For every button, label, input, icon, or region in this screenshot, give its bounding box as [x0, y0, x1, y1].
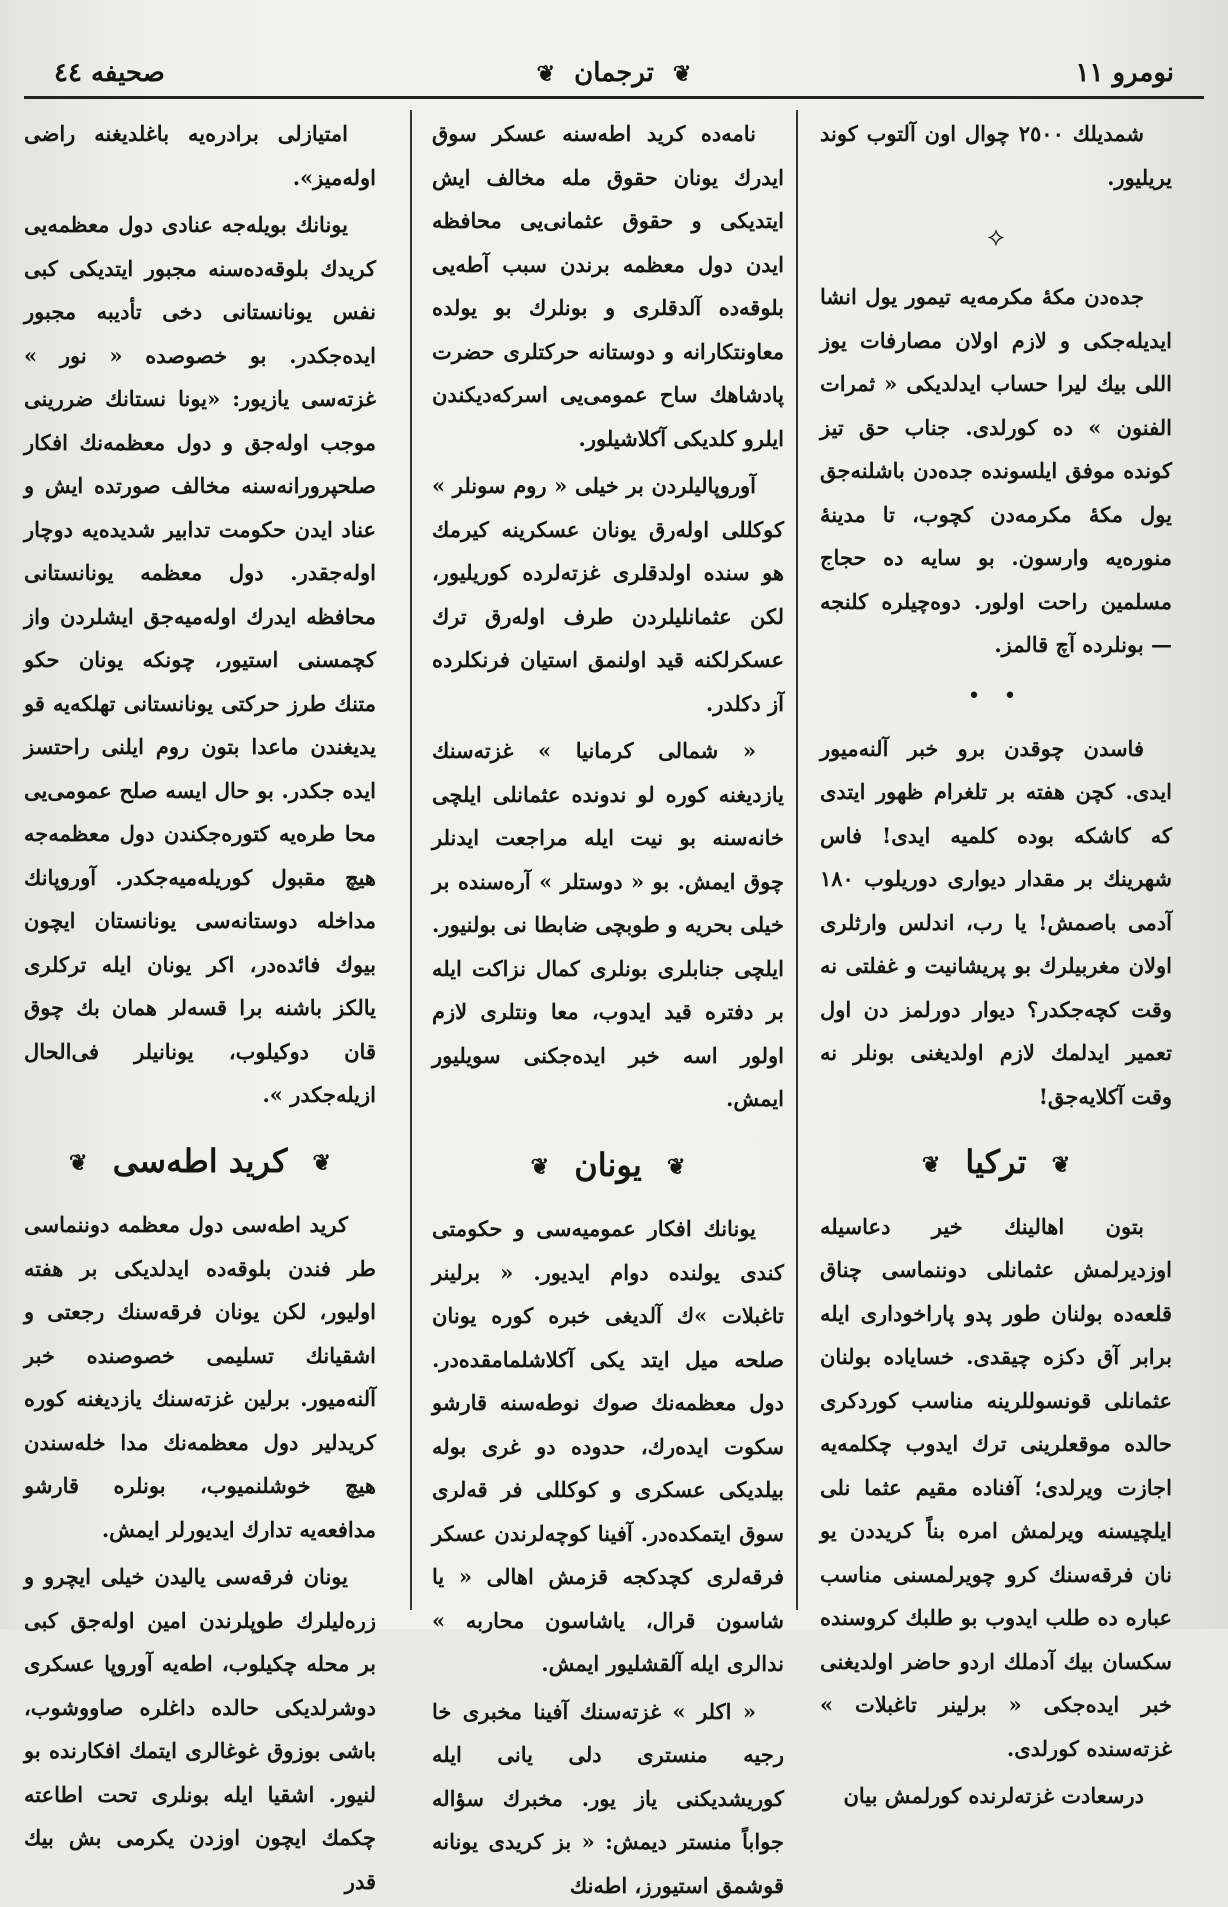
- article-paragraph: شمديلك ٢٥٠٠ چوال اون آلتوب كوند يريليور.: [820, 112, 1172, 199]
- article-paragraph: آوروپاليلردن بر خيلى « روم سونلر » كوكللى اوله‌رق يونان عسكرينه كيرمك هو سنده اولدقلرى غزته‌لرده كوريليور، لكن عثمانليلردن طرف اوله‌رق ترك عسكرلكنه قيد اولنمق استيان فرنكلرده آز دكلدر.: [432, 464, 784, 725]
- page-number: صحيفه ٤٤: [54, 58, 165, 88]
- article-paragraph: فاسدن چوقدن برو خبر آلنه‌ميور ايدى. كچن هفته بر تلغرام ظهور ايتدى كه كاشكه بوده كلميه ايدى! فاس شهرينك بر مقدار ديوارى دوريلوب ١٨٠ آدمى باصمش! يا رب، اندلس وارثلرى اولان مغربيلرك بو پريشانيت و غفلتى نه وقت كچه‌جكدر؟ ديوار دورلمز دن اول تعمير ايدلمك لازم اولديغنى بونلر نه وقت آكلايه‌جق!: [820, 727, 1172, 1119]
- masthead-title: [527, 58, 702, 88]
- section-heading-text: يونان: [574, 1146, 642, 1184]
- article-paragraph: درسعادت غزته‌لرنده كورلمش بيان: [820, 1774, 1172, 1818]
- column-divider: [410, 110, 412, 1610]
- ornament-icon: ❦: [537, 61, 555, 87]
- ornament-icon: ❦: [922, 1137, 940, 1193]
- article-paragraph: يونان فرقه‌سى ياليدن خيلى ايچرو و زره‌ليلرك طوپلرندن امين اوله‌جق كبى بر محله چكيلوب، اطه‌يه آوروپا عسكرى دوشرلديكى حالده داغلره صاووشوب، باشى بوزوق غوغالرى ايتمك افكارنده بو لنيور. اشقيا ايله بونلرى تحت اطاعته چكمك ايچون اوزدن يكرمى بش بيك قدر: [24, 1555, 376, 1903]
- section-heading-text: تركيا: [965, 1143, 1026, 1181]
- article-paragraph: « اكلر » غزته‌سنك آفينا مخبرى خا رجيه منسترى دلى يانى ايله كوريشديكنى ياز يور. مخبرك سؤاله جواباً منستر ديمش: « بز كريدى يونانه قوشمق استيورز، اطه‌نك: [432, 1690, 784, 1907]
- section-heading-turkey: [820, 1134, 1172, 1193]
- separator-icon: ⟡: [820, 207, 1172, 267]
- article-paragraph: يونانك بويله‌جه عنادى دول معظمه‌يى كريدك بلوقه‌ده‌سنه مجبور ايتديكى كبى نفس يونانستانى دخى تأديبه مجبور ايده‌جكدر. بو خصوصده « نور » غزته‌سى يازيور: «يونا نستانك ضررينى موجب اوله‌جق و دول معظمه‌نك افكار صلحپرورانه‌سنه مخالف صورتده ايش و عناد ايدن حكومت تدابير شديده‌يه دوچار اوله‌جقدر. دول معظمه يونانستانى محافظه ايدرك اوله‌ميه‌جق ايشلردن واز كچمسنى استيور، چونكه يونان حكو متنك طرز حركتى يونانستانى تهلكه‌يه قو يديغندن ماعدا بتون روم ايلنى راحتسز ايده جكدر. بو حال ايسه صلح عمومى‌يى محا طره‌يه كتوره‌جكندن دول معظمه‌جه هيچ مقبول كوريله‌ميه‌جكدر. آوروپانك مداخله دوستانه‌سى يونانستان ايچون بيوك فائده‌در، اكر يونان ايله تركلرى يالكز باشنه برا قسه‌لر همان بك چوق قان دوكيلوب، يونانيلر فى‌الحال ازيله‌جكدر ».: [24, 203, 376, 1117]
- ornament-icon: ❦: [673, 61, 691, 87]
- article-paragraph: كريد اطه‌سى دول معظمه دوننماسى طر فندن بلوقه‌ده ايدلديكى بر هفته اوليور، لكن يونان فرقه‌سنك رجعتى و اشقيانك تسليمى خصوصنده خبر آلنه‌ميور. برلين غزته‌سنك يازديغنه كوره كريدلير دول معظمه‌نك مدا خله‌سندن هيچ خوشلنميوب، بونلره قارشو مدافعه‌يه تدارك ايديورلر ايمش.: [24, 1203, 376, 1551]
- ornament-icon: ❦: [313, 1135, 331, 1191]
- column-left: [24, 112, 376, 1612]
- article-paragraph: امتيازلى برادره‌يه باغلديغنه راضى اوله‌ميز».: [24, 112, 376, 199]
- column-divider: [796, 110, 798, 1610]
- article-paragraph: يونانك افكار عموميه‌سى و حكومتى كندى يولنده دوام ايديور. « برلينر تاغبلات »ك آلديغى خبره كوره يونان صلحه ميل ايتد يكى آكلاشلمامقده‌در. دول معظمه‌نك صوك نوطه‌سنه قارشو سكوت ايده‌رك، حدوده دو غرى بوله بيلديكى عسكرى و كوكللى فر قه‌لرى سوق ايتمكده‌در. آفينا كوچه‌لرندن عسكر فرقه‌لرى كچدكجه قزمش اهالى « يا شاسون قرال، ياشاسون محاربه » ندالرى ايله آلقشليور ايمش.: [432, 1207, 784, 1686]
- article-paragraph: « شمالى كرمانيا » غزته‌سنك يازديغنه كوره لو ندونده عثمانلى ايلچى خانه‌سنه بو نيت ايله مراجعت ايدنلر چوق ايمش. بو « دوستلر » آره‌سنده بر خيلى بحريه و طوبچى ضابطا نى بولنيور. ايلچى جنابلرى بونلرى كمال نزاكت ايله بر دفتره قيد ايدوب، معا ونتلرى لازم اولور اسه خبر ايده‌جكنى سويليور ايمش.: [432, 729, 784, 1121]
- page-header: [24, 40, 1204, 92]
- section-heading-crete: [24, 1133, 376, 1192]
- ornament-icon: ❦: [667, 1139, 685, 1195]
- ornament-icon: ❦: [1052, 1137, 1070, 1193]
- article-paragraph: جده‌دن مكهٔ مكرمه‌يه تيمور يول انشا ايديله‌جكى و لازم اولان مصارفات يوز اللى بيك ليرا حساب ايدلديكى « ثمرات الفنون » ده كورلدى. جناب حق تيز كونده موفق ايلسونده جده‌دن باشلنه‌جق يول مكهٔ مكرمه‌دن كچوب، تا مدينهٔ منوره‌يه وارسون. بو سايه ده حجاج مسلمين راحت اولور. دوه‌چيلره كلنجه — بونلرده آچ قالمز.: [820, 275, 1172, 667]
- section-heading-text: كريد اطه‌سى: [113, 1142, 288, 1180]
- separator-dots-icon: • •: [820, 673, 1172, 721]
- issue-number: نومرو ١١: [1076, 58, 1175, 88]
- section-heading-greece: [432, 1137, 784, 1196]
- ornament-icon: ❦: [69, 1135, 87, 1191]
- ornament-icon: ❦: [531, 1139, 549, 1195]
- article-paragraph: نامه‌ده كريد اطه‌سنه عسكر سوق ايدرك يونان حقوق مله مخالف ايش ايتديكى و حقوق عثمانى‌يى محافظه ايدن دول معظمه برندن سبب آطه‌يى بلوقه‌ده آلدقلرى و بونلرك بو يولده معاونتكارانه و دوستانه حركتلرى حضرت پادشاهك ساح عمومى‌يى اسركه‌ديكندن ايلرو كلديكى آكلاشيلور.: [432, 112, 784, 460]
- article-paragraph: بتون اهالينك خير دعاسيله اوزديرلمش عثمانلى دوننماسى چناق قلعه‌ده بولنان طور پدو پاراخودارى ايله برابر آق دكزه چيقدى. خساياده بولنان عثمانلى قونسوللرينه مناسب كوردكرى حالده موقعلرينى ترك ايدوب چكلمه‌يه اجازت ويرلدى؛ آفناده مقيم عثما نلى ايلچيسنه ويرلمش امره بناً كريددن يو نان فرقه‌سنك كرو چويرلمسنى مناسب عباره ده طلب ايدوب بو طلبك كروسنده سكسان بيك آدملك اردو حاضر اولديغنى خبر ايده‌جكى « برلينر تاغبلات » غزته‌سنده كورلدى.: [820, 1205, 1172, 1771]
- column-middle: [432, 112, 784, 1612]
- header-rule: [24, 96, 1204, 99]
- column-right: [820, 112, 1172, 1612]
- newspaper-name: ترجمان: [574, 58, 654, 88]
